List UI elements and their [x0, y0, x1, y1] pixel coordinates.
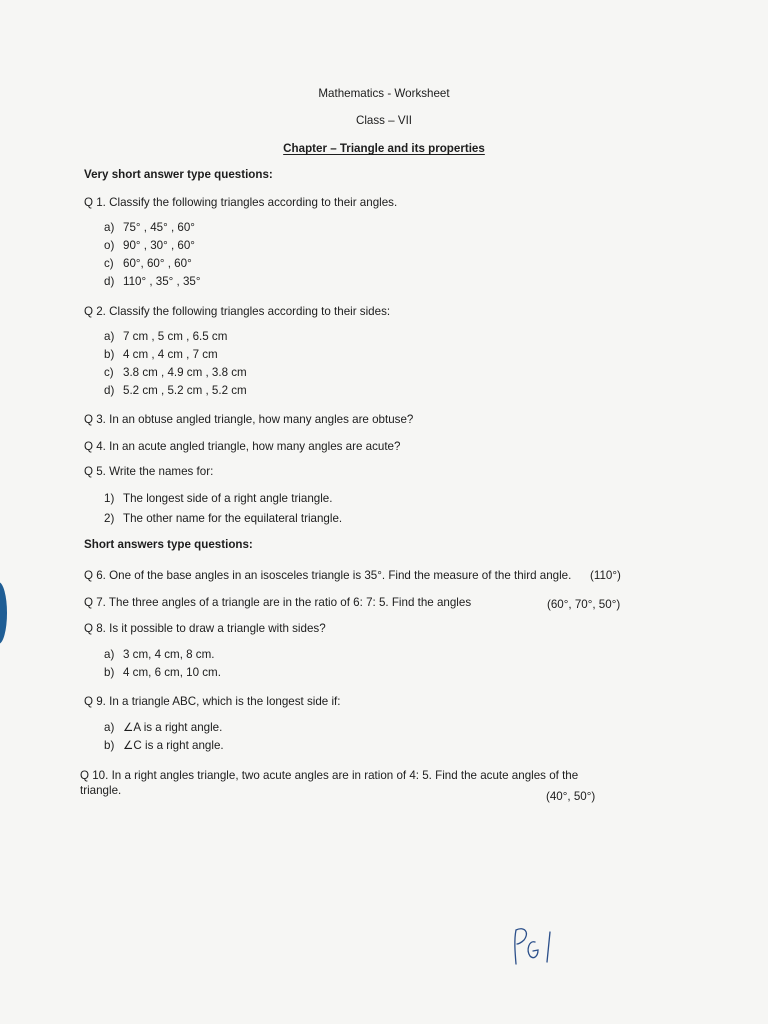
question-5: Q 5. Write the names for: [84, 465, 214, 478]
q5-item-1: 1) The longest side of a right angle triangle. [104, 492, 333, 505]
question-4: Q 4. In an acute angled triangle, how many angles are acute? [84, 440, 401, 453]
question-7: Q 7. The three angles of a triangle are in the ratio of 6: 7: 5. Find the angles [84, 596, 472, 609]
question-9: Q 9. In a triangle ABC, which is the longest side if: [84, 695, 341, 708]
q5-item-2: 2) The other name for the equilateral triangle. [104, 512, 343, 525]
q8-option-a: a) 3 cm, 4 cm, 8 cm. [104, 648, 215, 661]
q9-option-b: b) ∠C is a right angle. [104, 739, 224, 752]
class-label: Class – VII [355, 114, 413, 127]
handwritten-page-note [510, 924, 556, 966]
binder-mark [0, 582, 7, 644]
q1-option-a: a) 75° , 45° , 60° [104, 221, 195, 234]
q10-answer: (40°, 50°) [546, 790, 596, 803]
question-10-continued: triangle. [80, 784, 122, 797]
q7-answer: (60°, 70°, 50°) [547, 598, 621, 611]
section-heading-short: Short answers type questions: [84, 538, 253, 551]
q1-option-c: c) 60°, 60° , 60° [104, 257, 192, 270]
q2-option-d: d) 5.2 cm , 5.2 cm , 5.2 cm [104, 384, 247, 397]
question-2: Q 2. Classify the following triangles according to their sides: [84, 305, 391, 318]
question-10: Q 10. In a right angles triangle, two acute angles are in ration of 4: 5. Find the acute angles of the [80, 769, 579, 782]
question-3: Q 3. In an obtuse angled triangle, how many angles are obtuse? [84, 413, 414, 426]
section-heading-very-short: Very short answer type questions: [84, 168, 273, 181]
q2-option-b: b) 4 cm , 4 cm , 7 cm [104, 348, 218, 361]
question-8: Q 8. Is it possible to draw a triangle with sides? [84, 622, 326, 635]
q8-option-b: b) 4 cm, 6 cm, 10 cm. [104, 666, 221, 679]
q2-option-c: c) 3.8 cm , 4.9 cm , 3.8 cm [104, 366, 247, 379]
q1-option-d: d) 110° , 35° , 35° [104, 275, 201, 288]
q1-option-b: o) 90° , 30° , 60° [104, 239, 195, 252]
chapter-title: Chapter – Triangle and its properties [283, 142, 485, 155]
q2-option-a: a) 7 cm , 5 cm , 6.5 cm [104, 330, 228, 343]
q9-option-a: a) ∠A is a right angle. [104, 721, 223, 734]
question-1: Q 1. Classify the following triangles according to their angles. [84, 196, 398, 209]
question-6: Q 6. One of the base angles in an isosceles triangle is 35°. Find the measure of the third angle. [84, 569, 572, 582]
q6-answer: (110°) [590, 569, 621, 582]
worksheet-title: Mathematics - Worksheet [318, 87, 450, 100]
